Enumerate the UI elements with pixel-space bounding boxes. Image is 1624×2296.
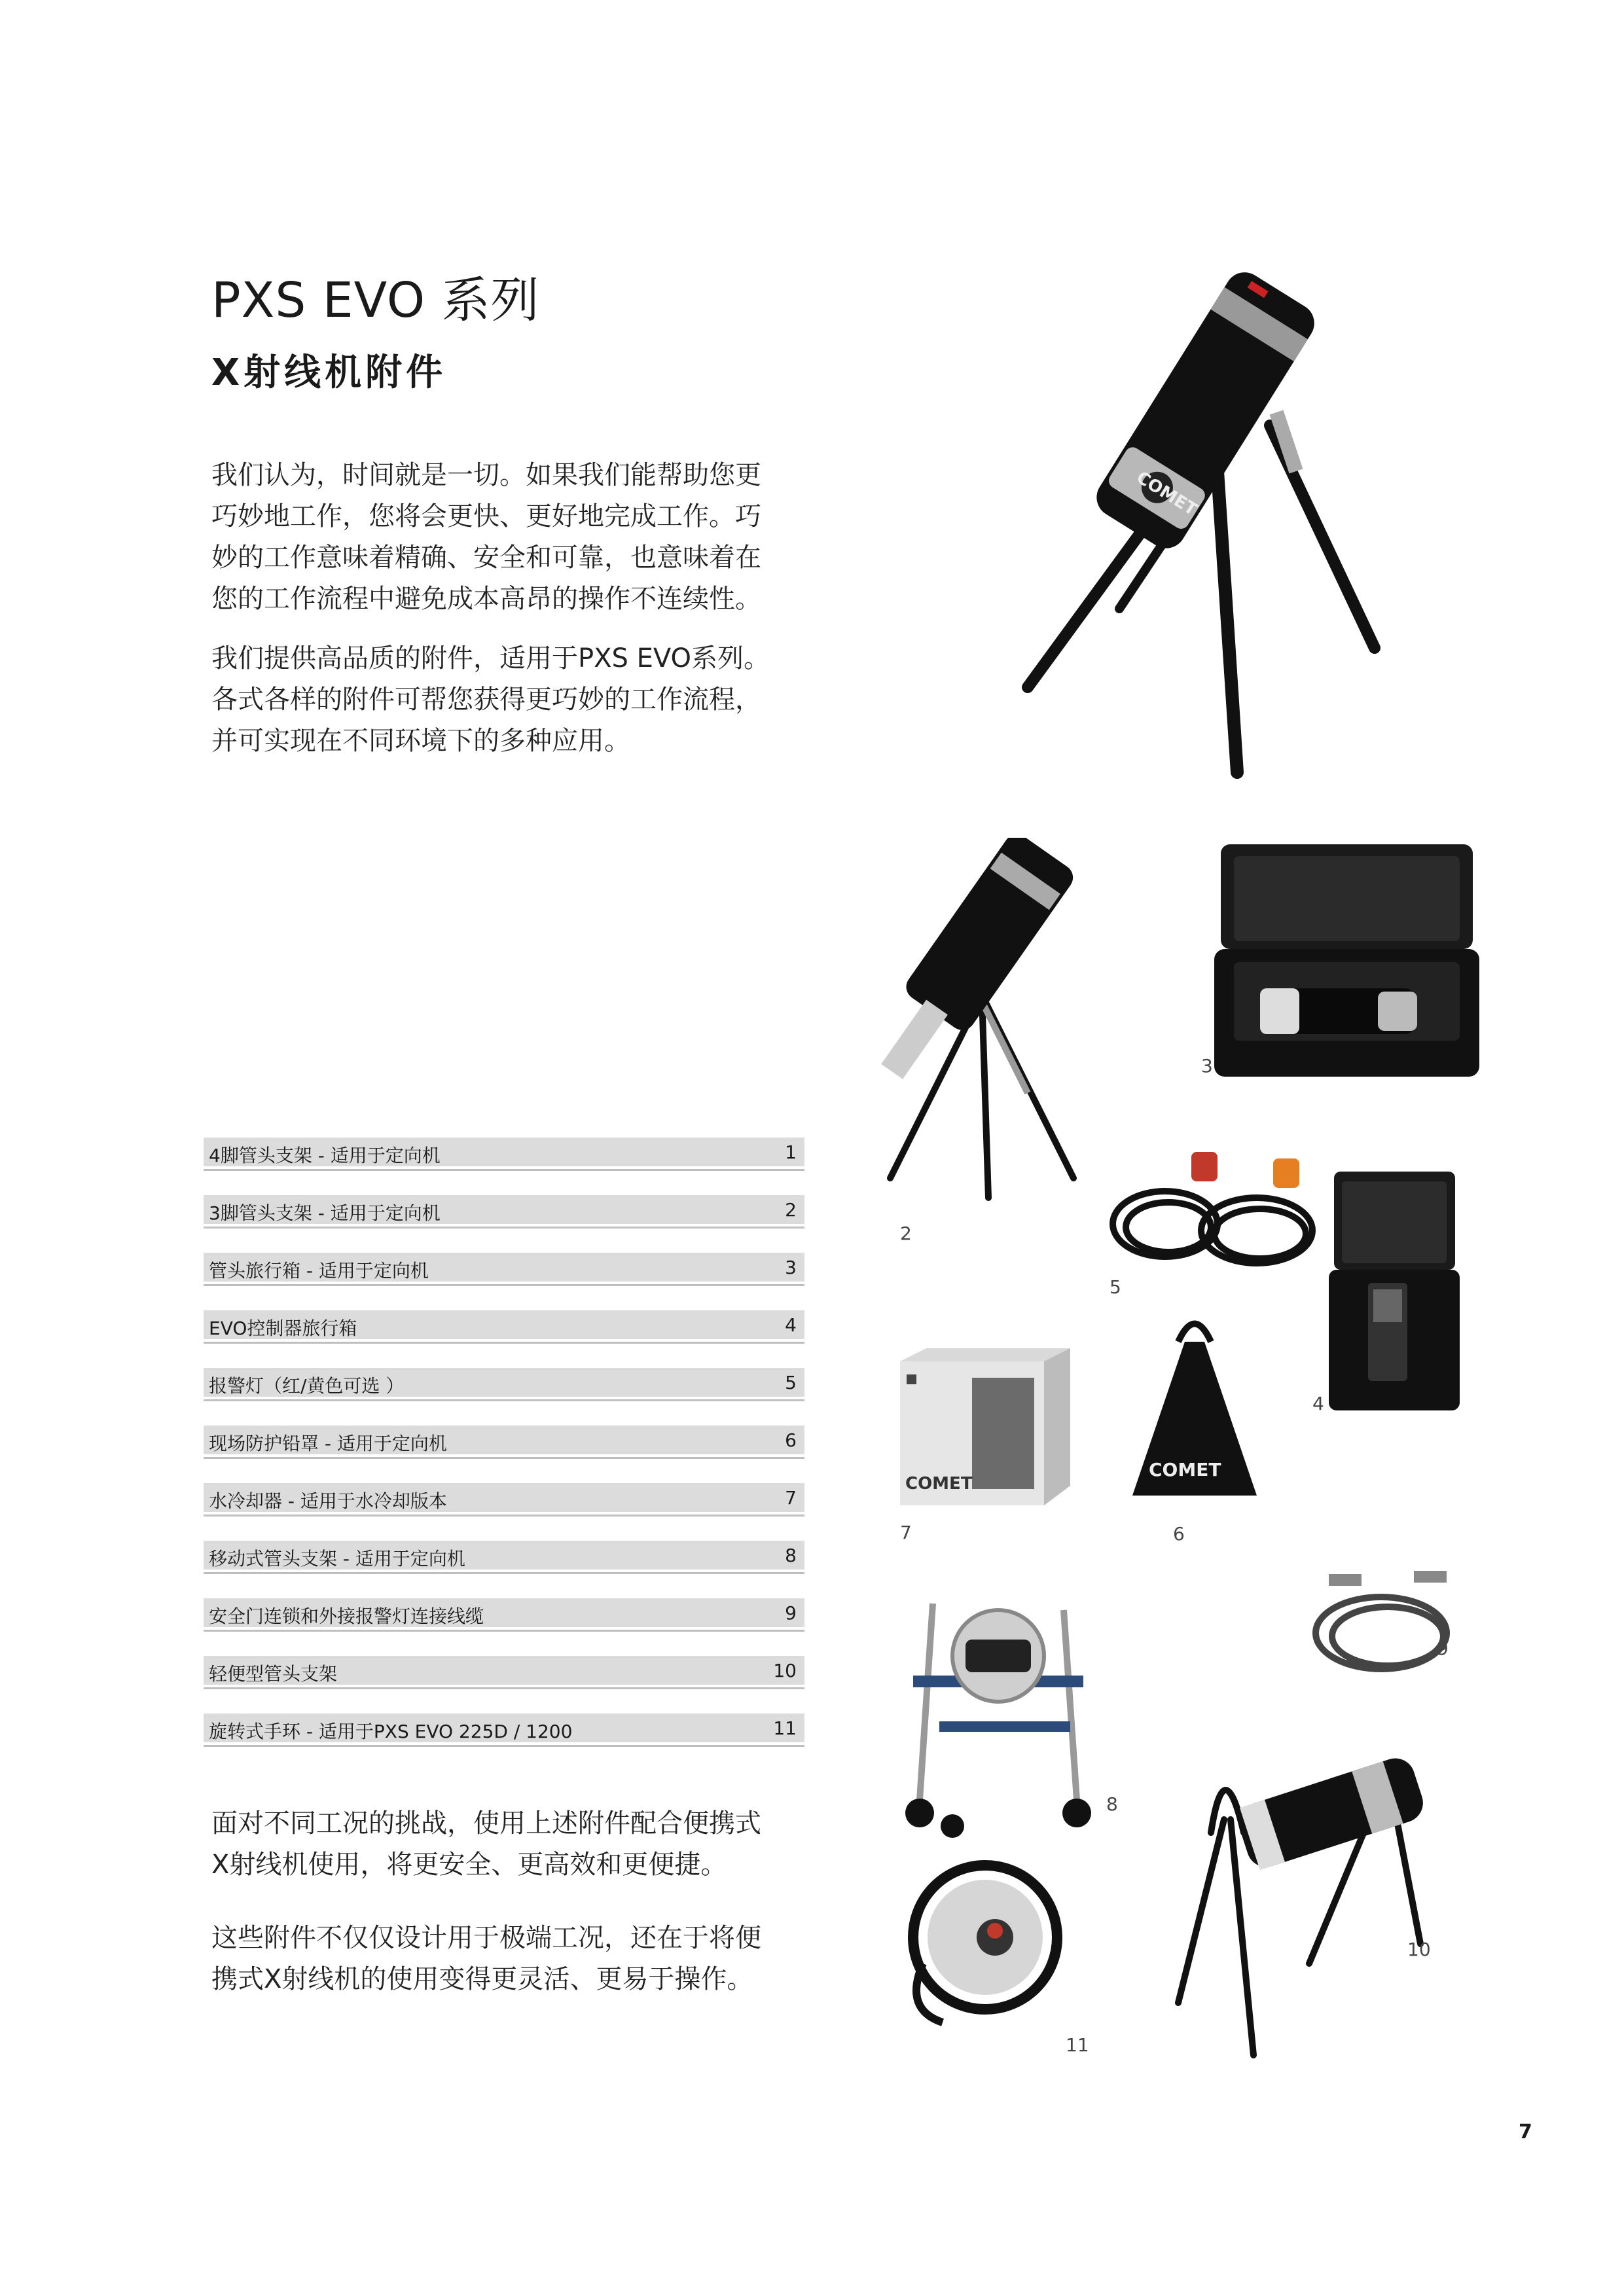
accessory-label: EVO控制器旅行箱 <box>209 1318 357 1339</box>
accessory-label: 报警灯（红/黄色可选 ） <box>209 1375 405 1397</box>
accessory-number: 1 <box>785 1141 797 1163</box>
text-line: 我们提供高品质的附件，适用于PXS EVO系列。 <box>211 643 770 673</box>
rotating-ring-photo <box>897 1859 1067 2029</box>
accessory-number: 4 <box>785 1314 797 1336</box>
callout-2: 2 <box>900 1223 912 1244</box>
accessory-label: 4脚管头支架 - 适用于定向机 <box>209 1145 441 1166</box>
text-line: 巧妙地工作，您将会更快、更好地完成工作。巧 <box>211 501 761 531</box>
table-row <box>204 1541 804 1572</box>
page-title: PXS EVO 系列 <box>211 272 540 329</box>
table-row <box>204 1368 804 1399</box>
accessory-number: 2 <box>785 1199 797 1221</box>
comet-logo: COMET <box>1132 467 1200 520</box>
accessory-label: 管头旅行箱 - 适用于定向机 <box>209 1260 429 1282</box>
accessory-label: 轻便型管头支架 <box>209 1663 338 1685</box>
accessory-number: 7 <box>785 1487 797 1509</box>
intro-paragraph-1 <box>211 455 814 620</box>
intro-paragraph-2 <box>211 638 814 762</box>
accessory-label: 现场防护铅罩 - 适用于定向机 <box>209 1433 447 1454</box>
controller-travel-case-photo <box>1322 1168 1466 1417</box>
tube-travel-case-photo <box>1208 838 1486 1086</box>
outro-paragraph-1 <box>211 1803 814 1886</box>
table-row <box>204 1195 804 1227</box>
callout-8: 8 <box>1106 1793 1118 1815</box>
accessory-label: 水冷却器 - 适用于水冷却版本 <box>209 1490 447 1512</box>
table-row <box>204 1598 804 1630</box>
table-row <box>204 1713 804 1745</box>
tube-stand-3-leg-photo <box>877 838 1139 1204</box>
accessory-number: 3 <box>785 1257 797 1278</box>
callout-9: 9 <box>1437 1638 1449 1659</box>
table-row <box>204 1656 804 1687</box>
page-subtitle: X射线机附件 <box>211 351 447 394</box>
text-line: X射线机使用，将更安全、更高效和更便捷。 <box>211 1850 727 1880</box>
lead-shield-photo <box>1123 1309 1267 1518</box>
comet-logo: COMET <box>905 1474 973 1494</box>
page-number: 7 <box>1519 2121 1532 2144</box>
callout-5: 5 <box>1110 1276 1121 1298</box>
callout-10: 10 <box>1407 1939 1431 1960</box>
text-line: 携式X射线机的使用变得更灵活、更易于操作。 <box>211 1964 753 1994</box>
text-line: 并可实现在不同环境下的多种应用。 <box>211 726 630 756</box>
callout-4: 4 <box>1312 1393 1324 1414</box>
accessory-number: 6 <box>785 1429 797 1451</box>
warning-lights-photo <box>1106 1145 1322 1276</box>
table-row <box>204 1426 804 1457</box>
accessory-number: 10 <box>773 1660 797 1681</box>
text-line: 这些附件不仅仅设计用于极端工况，还在于将便 <box>211 1923 761 1953</box>
interlock-cable-photo <box>1303 1564 1473 1682</box>
water-cooler-photo <box>893 1342 1074 1512</box>
text-line: 您的工作流程中避免成本高昂的操作不连续性。 <box>211 584 761 614</box>
mobile-tube-stand-photo <box>887 1571 1096 1846</box>
accessory-number: 8 <box>785 1545 797 1566</box>
outro-paragraph-2 <box>211 1918 814 2000</box>
callout-3: 3 <box>1201 1055 1213 1077</box>
accessory-label: 移动式管头支架 - 适用于定向机 <box>209 1548 465 1570</box>
text-line: 面对不同工况的挑战，使用上述附件配合便携式 <box>211 1808 761 1839</box>
light-tube-stand-photo <box>1165 1728 1486 2068</box>
accessory-label: 3脚管头支架 - 适用于定向机 <box>209 1202 441 1224</box>
accessory-number: 5 <box>785 1372 797 1393</box>
table-row <box>204 1310 804 1342</box>
table-row <box>204 1483 804 1515</box>
comet-logo: COMET <box>1149 1459 1221 1480</box>
table-row <box>204 1138 804 1169</box>
accessory-label: 安全门连锁和外接报警灯连接线缆 <box>209 1605 484 1627</box>
accessory-number: 11 <box>773 1717 797 1739</box>
accessory-number: 9 <box>785 1602 797 1624</box>
table-row <box>204 1253 804 1284</box>
callout-11: 11 <box>1066 2034 1089 2056</box>
text-line: 妙的工作意味着精确、安全和可靠，也意味着在 <box>211 543 761 573</box>
tube-stand-4-leg-photo <box>1008 255 1401 785</box>
callout-7: 7 <box>900 1522 912 1543</box>
callout-6: 6 <box>1173 1523 1185 1545</box>
accessory-label: 旋转式手环 - 适用于PXS EVO 225D / 1200 <box>209 1721 573 1742</box>
text-line: 我们认为，时间就是一切。如果我们能帮助您更 <box>211 460 761 490</box>
text-line: 各式各样的附件可帮您获得更巧妙的工作流程， <box>211 685 761 715</box>
